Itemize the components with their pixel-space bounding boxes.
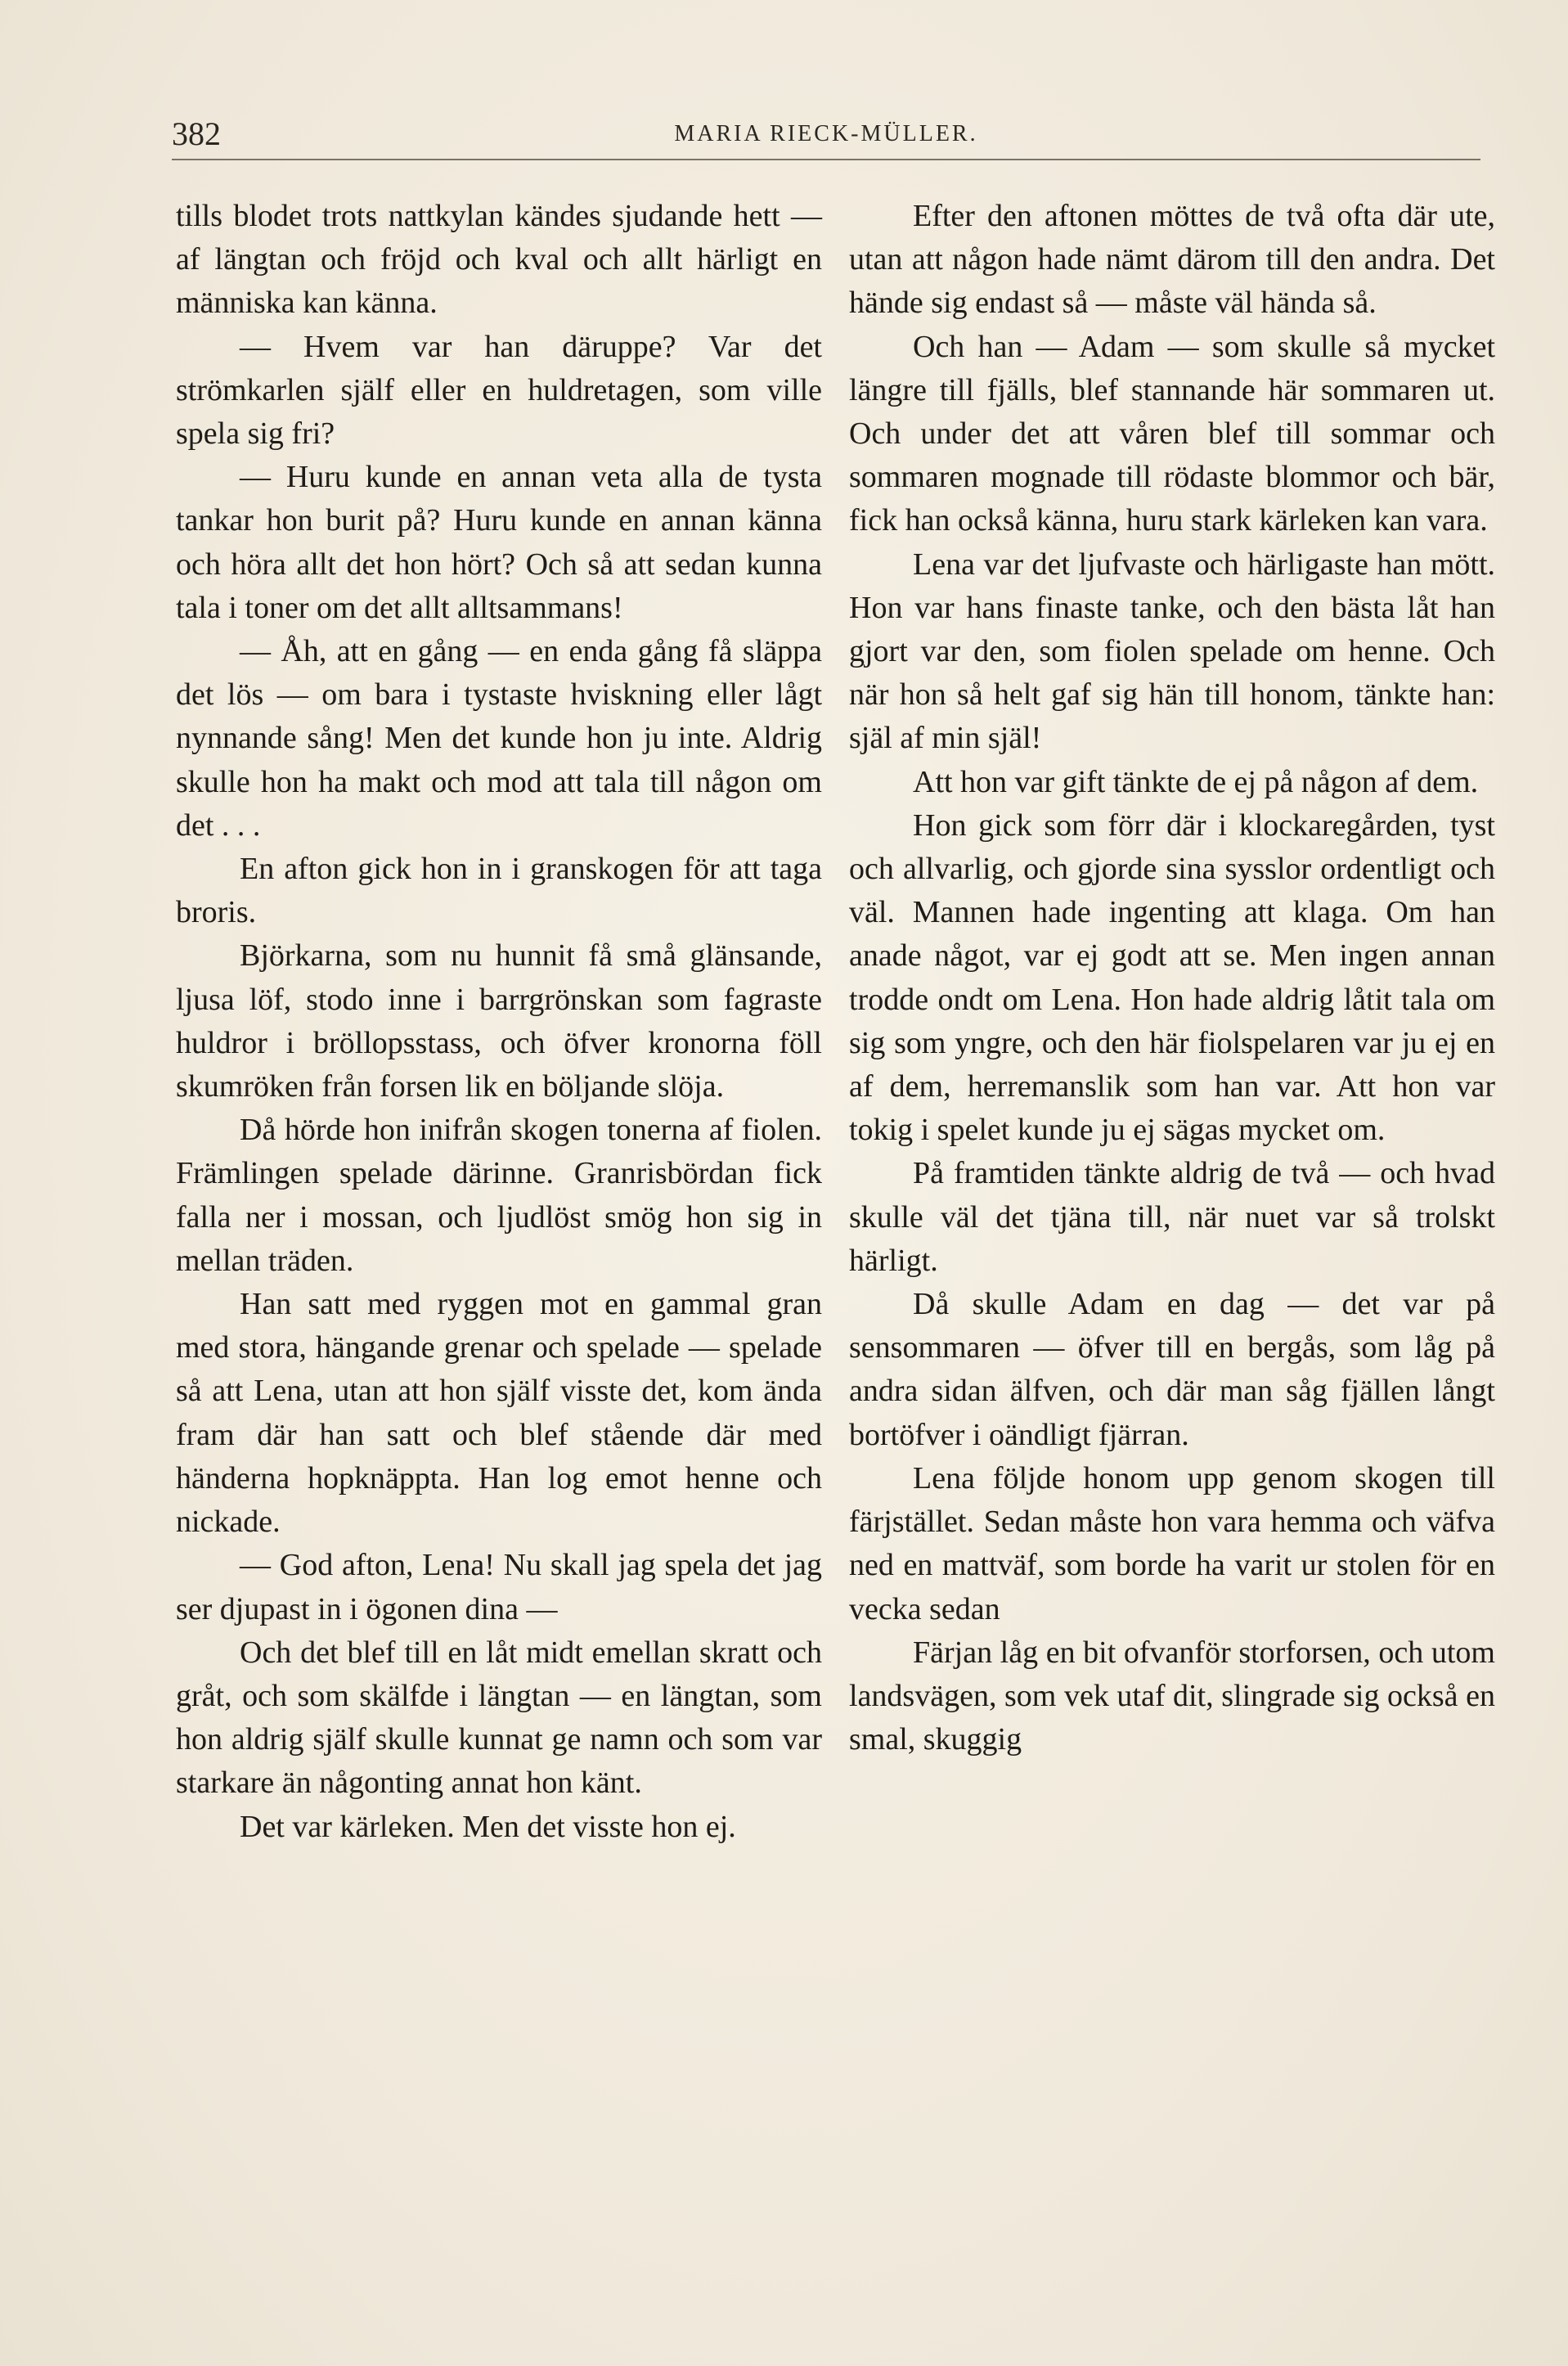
paragraph: Lena var det ljufvaste och härligaste han mött. Hon var hans finaste tanke, och den bästa låt han gjort var den, som fiolen spelade om henne. Och när hon så helt gaf sig hän till honom, tänkte han: själ af min själ!	[849, 547, 1495, 756]
paragraph: Hon gick som förr där i klockaregården, tyst och allvarlig, och gjorde sina sysslor ordentligt och väl. Mannen hade ingenting att klaga. Om han anade något, var ej godt att se. Men ingen annan trodde ondt om Lena. Hon hade aldrig låtit tala om sig som yngre, och den här fiolspelaren var ju ej en af dem, herremanslik som han var. Att hon var tokig i spelet kunde ju ej sägas mycket om.	[849, 807, 1495, 1148]
right-column	[849, 195, 1495, 1761]
running-title: MARIA RIECK-MÜLLER.	[674, 121, 978, 146]
left-column	[176, 195, 822, 1849]
paragraph: Efter den aftonen möttes de två ofta där ute, utan att någon hade nämt därom till den andra. Det hände sig endast så — måste väl hända så.	[849, 199, 1495, 321]
paragraph: Och han — Adam — som skulle så mycket längre till fjälls, blef stannande här sommaren ut. Och under det att våren blef till sommar och sommaren mognade till rödaste blommor och bär, fick han också känna, huru stark kärleken kan vara.	[849, 329, 1495, 538]
header-rule	[172, 159, 1480, 160]
paragraph: Då skulle Adam en dag — det var på sensommaren — öfver till en bergås, som låg på andra sidan älfven, och där man såg fjällen långt bortöfver i oändligt fjärran.	[849, 1287, 1495, 1452]
paragraph: Och det blef till en låt midt emellan skratt och gråt, och som skälfde i längtan — en längtan, som hon aldrig själf skulle kunnat ge namn och som var starkare än någonting annat hon känt.	[176, 1635, 822, 1801]
paragraph: — Hvem var han däruppe? Var det strömkarlen själf eller en huldretagen, som ville spela sig fri?	[176, 329, 822, 452]
paragraph: Björkarna, som nu hunnit få små glänsande, ljusa löf, stodo inne i barrgrönskan som fagraste huldror i bröllopsstass, och öfver kronorna föll skumröken från forsen lik en böljande slöja.	[176, 938, 822, 1104]
paragraph: tills blodet trots nattkylan kändes sjudande hett — af längtan och fröjd och kval och allt härligt en människa kan känna.	[176, 199, 822, 321]
paragraph: En afton gick hon in i granskogen för att taga broris.	[176, 852, 822, 930]
paragraph: Att hon var gift tänkte de ej på någon af dem.	[913, 764, 1479, 799]
paragraph: — God afton, Lena! Nu skall jag spela det jag ser djupast in i ögonen dina —	[176, 1548, 822, 1626]
paragraph: Det var kärleken. Men det visste hon ej.	[240, 1809, 736, 1844]
paragraph: — Huru kunde en annan veta alla de tysta tankar hon burit på? Huru kunde en annan känna och höra allt det hon hört? Och så att sedan kunna tala i toner om det allt alltsammans!	[176, 460, 822, 625]
paragraph: Han satt med ryggen mot en gammal gran med stora, hängande grenar och spelade — spelade så att Lena, utan att hon själf visste det, kom ända fram där han satt och blef stående där med händerna hopknäppta. Han log emot henne och nickade.	[176, 1287, 822, 1540]
paragraph: Färjan låg en bit ofvanför storforsen, och utom landsvägen, som vek utaf dit, slingrade sig också en smal, skuggig	[849, 1635, 1495, 1757]
paragraph: Lena följde honom upp genom skogen till färjstället. Sedan måste hon vara hemma och väfva ned en mattväf, som borde ha varit ur stolen för en vecka sedan	[849, 1460, 1495, 1626]
paragraph: Då hörde hon inifrån skogen tonerna af fiolen. Främlingen spelade därinne. Granrisbördan fick falla ner i mossan, och ljudlöst smög hon sig in mellan träden.	[176, 1113, 822, 1278]
page-header	[172, 115, 1480, 155]
paragraph: — Åh, att en gång — en enda gång få släppa det lös — om bara i tystaste hviskning eller lågt nynnande sång! Men det kunde hon ju inte. Aldrig skulle hon ha makt och mod att tala till någon om det . . .	[176, 634, 822, 843]
page-number: 382	[172, 115, 221, 152]
paragraph: På framtiden tänkte aldrig de två — och hvad skulle väl det tjäna till, när nuet var så trolskt härligt.	[849, 1156, 1495, 1278]
